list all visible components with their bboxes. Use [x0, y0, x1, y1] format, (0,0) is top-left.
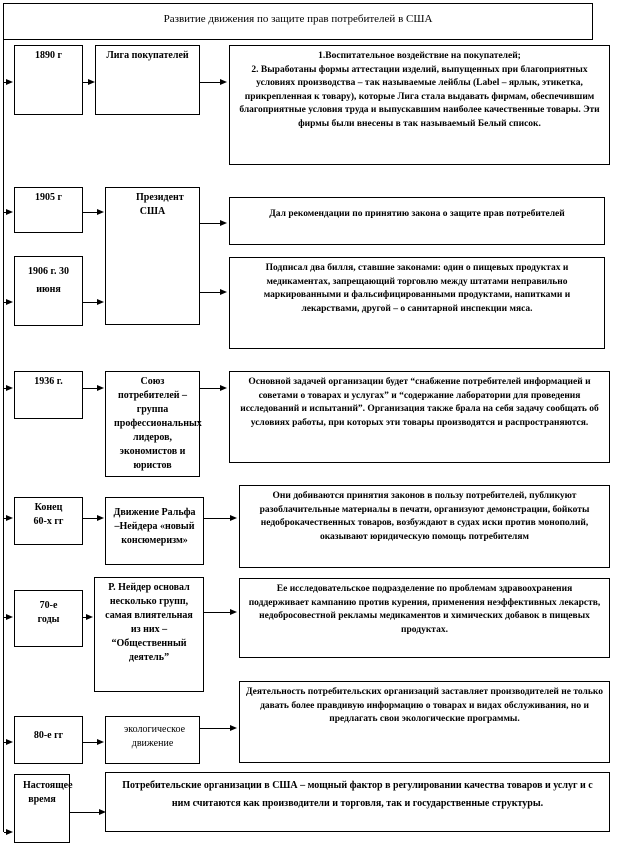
connector [83, 212, 98, 213]
arrow-icon [230, 609, 237, 615]
detail-box-80s: Деятельность потребительских организаций заставляет производителей не только давать более правдивую информацию о товарах и видах обслуживания, но и предлагать свои экологические программы. [239, 681, 610, 763]
arrow-icon [6, 614, 13, 620]
period-box-late-60s: Конец 60-х гг [14, 497, 83, 545]
arrow-icon [220, 289, 227, 295]
arrow-icon [97, 385, 104, 391]
detail-box-1905: Дал рекомендации по принятию закона о защите прав потребителей [229, 197, 605, 245]
arrow-icon [6, 829, 13, 835]
actor-box-buyers-league: Лига покупателей [95, 45, 200, 115]
actor-box-consumers-union: Союз потребителей – группа профессиональных лидеров, экономистов и юристов [105, 371, 200, 477]
period-box-present: Настоящее время [14, 774, 70, 843]
actor-box-president: Президент США [105, 187, 200, 325]
actor-box-ecological-movement: экологическое движение [105, 716, 200, 764]
connector [200, 292, 220, 293]
spine-line [3, 40, 4, 832]
arrow-icon [6, 515, 13, 521]
arrow-icon [230, 515, 237, 521]
arrow-icon [97, 739, 104, 745]
detail-box-1890: 1.Воспитательное воздействие на покупателей; 2. Выработаны формы аттестации изделий, выпущенных при благоприятных условиях производства – так называемые лейблы (Label – ярлык, этикетка, прикрепленная к товару), которые Лига стала выдавать фирмам, обеспечившим благоприятные условия труда и выпускавшим наиболее качественные товары. Эти фирмы были внесены в так называемый Белый список. [229, 45, 610, 165]
arrow-icon [6, 209, 13, 215]
arrow-icon [6, 739, 13, 745]
arrow-icon [220, 79, 227, 85]
period-box-1906: 1906 г. 30 июня [14, 256, 83, 326]
connector [200, 223, 220, 224]
detail-box-1936: Основной задачей организации будет “снабжение потребителей информацией и советами о товарах и услугах” и “содержание лаборатории для проведения исследований и испытаний”. Организация также брала на себя задачу сообщать об условиях работы, при которых эти товары производятся и распространяются. [229, 371, 610, 463]
connector [83, 518, 98, 519]
arrow-icon [88, 79, 95, 85]
connector [83, 302, 98, 303]
connector [204, 612, 230, 613]
period-box-70s: 70-е годы [14, 590, 83, 647]
connector [70, 812, 100, 813]
connector [83, 388, 98, 389]
arrow-icon [86, 614, 93, 620]
period-box-1936: 1936 г. [14, 371, 83, 419]
arrow-icon [97, 299, 104, 305]
arrow-icon [220, 220, 227, 226]
connector [83, 742, 98, 743]
connector [200, 388, 220, 389]
arrow-icon [6, 385, 13, 391]
period-box-1890: 1890 г [14, 45, 83, 115]
actor-box-nader-movement: Движение Ральфа –Нейдера «новый консюмеризм» [105, 497, 204, 565]
detail-box-present: Потребительские организации в США – мощный фактор в регулировании качества товаров и услуг и с ним считаются как производители и торговля, так и государственные структуры. [105, 772, 610, 832]
connector [204, 518, 230, 519]
detail-box-70s: Ее исследовательское подразделение по проблемам здравоохранения поддерживает кампанию против курения, применения неэффективных лекарств, недобросовестной рекламы медикаментов и химических добавок в пищевых продуктах. [239, 578, 610, 658]
arrow-icon [97, 209, 104, 215]
actor-box-public-citizen: Р. Нейдер основал несколько групп, самая влиятельная из них – “Общественный деятель” [94, 577, 204, 692]
arrow-icon [220, 385, 227, 391]
connector [200, 82, 220, 83]
period-box-80s: 80-е гг [14, 716, 83, 764]
arrow-icon [6, 299, 13, 305]
period-box-1905: 1905 г [14, 187, 83, 233]
detail-box-1906: Подписал два билля, ставшие законами: один о пищевых продуктах и медикаментах, запрещающий торговлю между штатами неправильно маркированными и фальсифицированными продуктами, напитками и лекарствами, другой – о санитарной инспекции мяса. [229, 257, 605, 349]
diagram-title: Развитие движения по защите прав потребителей в США [3, 3, 593, 40]
connector [4, 82, 8, 83]
arrow-icon [97, 515, 104, 521]
arrow-icon [230, 725, 237, 731]
detail-box-late-60s: Они добиваются принятия законов в пользу потребителей, публикуют разоблачительные материалы в печати, организуют демонстрации, бойкоты недоброкачественных товаров, возбуждают в судах иски против монополий, оказывают юридическую помощь потребителям [239, 485, 610, 568]
connector [200, 728, 230, 729]
